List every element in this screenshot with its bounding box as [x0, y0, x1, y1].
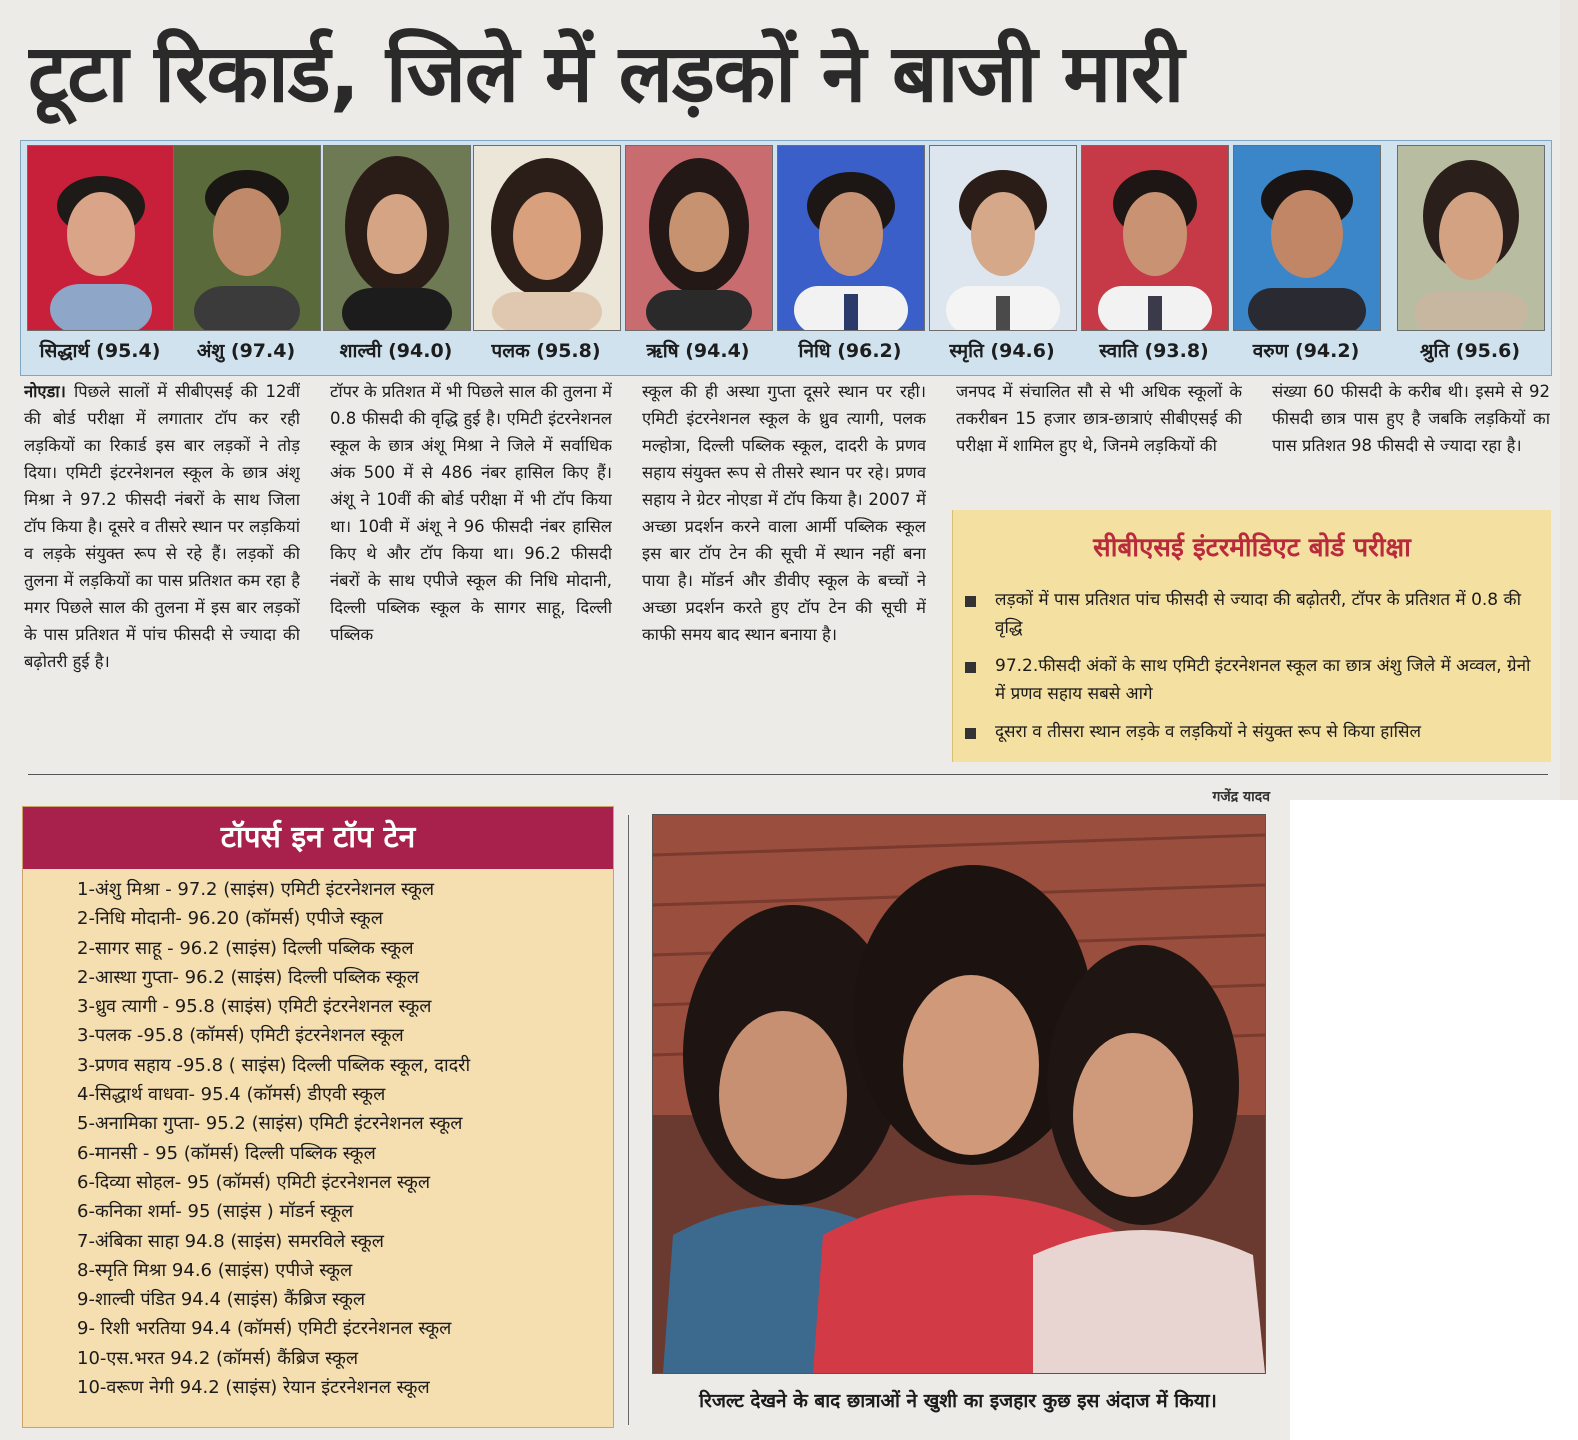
- portrait-card: [323, 145, 469, 371]
- portrait-photo: [1397, 145, 1545, 331]
- topper-row: 2-सागर साहू - 96.2 (साइंस) दिल्ली पब्लिक स्कूल: [77, 937, 414, 959]
- topper-row: 10-एस.भरत 94.2 (कॉमर्स) कैंब्रिज स्कूल: [77, 1347, 359, 1369]
- topper-row: 2-निधि मोदानी- 96.20 (कॉमर्स) एपीजे स्कूल: [77, 908, 383, 930]
- topper-row: 10-वरूण नेगी 94.2 (साइंस) रेयान इंटरनेशनल स्कूल: [77, 1377, 430, 1399]
- portrait-strip: [20, 140, 1552, 376]
- portrait-photo: [929, 145, 1077, 331]
- portrait-photo: [777, 145, 925, 331]
- highlight-text: 97.2.फीसदी अंकों के साथ एमिटी इंटरनेशनल स्कूल का छात्र अंशु जिले में अव्वल, ग्रेनो में प्रणव सहाय सबसे आगे: [995, 656, 1531, 704]
- portrait-caption: श्रुति (95.6): [1419, 340, 1521, 362]
- portrait-card: [625, 145, 771, 371]
- portrait-photo: [27, 145, 175, 331]
- topper-row: 3-प्रणव सहाय -95.8 ( साइंस) दिल्ली पब्लिक स्कूल, दादरी: [77, 1054, 471, 1076]
- topper-row: 6-मानसी - 95 (कॉमर्स) दिल्ली पब्लिक स्कूल: [77, 1142, 376, 1164]
- topper-row: 3-पलक -95.8 (कॉमर्स) एमिटी इंटरनेशनल स्कूल: [77, 1025, 404, 1047]
- portrait-caption: ऋषि (94.4): [646, 340, 750, 362]
- article-column-3: स्कूल की ही अस्था गुप्ता दूसरे स्थान पर रही। एमिटी इंटरनेशनल स्कूल के ध्रुव त्यागी, पलक मल्होत्रा, दिल्ली पब्लिक स्कूल, दादरी के प्रणव सहाय संयुक्त रूप से तीसरे स्थान पर रहे। प्रणव सहाय ने ग्रेटर नोएडा में टॉप किया है। 2007 में अच्छा प्रदर्शन करने वाला आर्मी पब्लिक स्कूल इस बार टॉप टेन की सूची में स्थान नहीं बना पाया है। मॉडर्न और डीवीए स्कूल के बच्चों ने अच्छा प्रदर्शन करते हुए टॉप टेन की सूची में काफी समय बाद स्थान बनाया है।: [642, 382, 926, 644]
- portrait-card: [929, 145, 1075, 371]
- portrait-photo: [1081, 145, 1229, 331]
- highlight-text: दूसरा व तीसरा स्थान लड़के व लड़कियों ने संयुक्त रूप से किया हासिल: [995, 722, 1422, 742]
- article-column-1: [24, 378, 300, 758]
- portrait-caption: स्मृति (94.6): [949, 340, 1055, 362]
- portrait-photo: [625, 145, 773, 331]
- toppers-title: टॉपर्स इन टॉप टेन: [23, 807, 613, 869]
- group-photo: [652, 814, 1266, 1374]
- portrait-card: [173, 145, 319, 371]
- portrait-caption: स्वाति (93.8): [1099, 340, 1209, 362]
- bullet-icon: [965, 596, 976, 607]
- dateline: नोएडा।: [24, 382, 66, 401]
- topper-row: 9-शाल्वी पंडित 94.4 (साइंस) कैंब्रिज स्कूल: [77, 1289, 366, 1311]
- topper-row: 3-ध्रुव त्यागी - 95.8 (साइंस) एमिटी इंटरनेशनल स्कूल: [77, 996, 432, 1018]
- topper-row: 7-अंबिका साहा 94.8 (साइंस) समरविले स्कूल: [77, 1230, 384, 1252]
- toppers-box: [22, 806, 614, 1428]
- topper-row: 9- रिशी भरतिया 94.4 (कॉमर्स) एमिटी इंटरनेशनल स्कूल: [77, 1318, 452, 1340]
- headline: टूटा रिकार्ड, जिले में लड़कों ने बाजी मारी: [28, 27, 1184, 120]
- topper-row: 6-कनिका शर्मा- 95 (साइंस ) मॉडर्न स्कूल: [77, 1201, 354, 1223]
- article-column-2: टॉपर के प्रतिशत में भी पिछले साल की तुलना में 0.8 फीसदी की वृद्धि हुई है। एमिटी इंटरनेशनल स्कूल के छात्र अंशू मिश्रा ने जिले में सर्वाधिक अंक 500 में से 486 नंबर हासिल किए हैं। अंशू ने 10वीं की बोर्ड परीक्षा में भी टॉप किया था। 10वी में अंशू ने 96 फीसदी नंबर हासिल किए थे और टॉप किया था। 96.2 फीसदी नंबरों के साथ एपीजे स्कूल की निधि मोदानी, दिल्ली पब्लिक स्कूल के सागर साहू, दिल्ली पब्लिक: [330, 382, 612, 644]
- column-divider: [628, 815, 629, 1425]
- portrait-card: [1081, 145, 1227, 371]
- photo-credit: गजेंद्र यादव: [1212, 789, 1270, 805]
- portrait-photo: [173, 145, 321, 331]
- portrait-card: [777, 145, 923, 371]
- portrait-card: [1397, 145, 1543, 371]
- topper-row: 8-स्मृति मिश्रा 94.6 (साइंस) एपीजे स्कूल: [77, 1259, 353, 1281]
- portrait-caption: अंशु (97.4): [196, 340, 296, 362]
- article-column-5: संख्या 60 फीसदी के करीब थी। इसमे से 92 फीसदी छात्र पास हुए है जबकि लड़कियों का पास प्रतिशत 98 फीसदी से ज्यादा रहा है।: [1272, 382, 1550, 455]
- topper-row: 6-दिव्या सोहल- 95 (कॉमर्स) एमिटी इंटरनेशनल स्कूल: [77, 1171, 431, 1193]
- topper-row: 2-आस्था गुप्ता- 96.2 (साइंस) दिल्ली पब्लिक स्कूल: [77, 966, 419, 988]
- bullet-icon: [965, 662, 976, 673]
- topper-row: 5-अनामिका गुप्ता- 95.2 (साइंस) एमिटी इंटरनेशनल स्कूल: [77, 1113, 463, 1135]
- highlights-title: सीबीएसई इंटरमीडिएट बोर्ड परीक्षा: [1093, 533, 1411, 563]
- article-text: पिछले सालों में सीबीएसई की 12वीं की बोर्ड परीक्षा में लगातार टॉप कर रही लड़कियों का रिकार्ड इस बार लड़कों ने तोड़ दिया। एमिटी इंटरनेशनल स्कूल के छात्र अंशू मिश्रा ने 97.2 फीसदी नंबरों के साथ जिला टॉप किया है। दूसरे व तीसरे स्थान पर लड़कियां व लड़के संयुक्त रूप से रहे हैं। लड़कों की तुलना में लड़कियों का पास प्रतिशत कम रहा है मगर पिछले साल की तुलना में इस बार लड़कों के पास प्रतिशत में पांच फीसदी से ज्यादा की बढ़ोतरी हुई है।: [24, 382, 300, 671]
- portrait-photo: [473, 145, 621, 331]
- bullet-icon: [965, 728, 976, 739]
- portrait-caption: शाल्वी (94.0): [339, 340, 453, 362]
- portrait-caption: पलक (95.8): [491, 340, 601, 362]
- blank-area: [1290, 800, 1578, 1440]
- topper-row: 1-अंशु मिश्रा - 97.2 (साइंस) एमिटी इंटरनेशनल स्कूल: [77, 879, 435, 900]
- portrait-caption: सिद्धार्थ (95.4): [39, 340, 161, 362]
- highlights-box: [952, 510, 1551, 762]
- section-divider: [28, 774, 1548, 775]
- portrait-photo: [323, 145, 471, 331]
- portrait-card: [27, 145, 173, 371]
- portrait-photo: [1233, 145, 1381, 331]
- highlight-text: लड़कों में पास प्रतिशत पांच फीसदी से ज्यादा की बढ़ोतरी, टॉपर के प्रतिशत में 0.8 की वृद्धि: [995, 590, 1521, 638]
- topper-row: 4-सिद्धार्थ वाधवा- 95.4 (कॉमर्स) डीएवी स्कूल: [77, 1084, 386, 1106]
- article-column-4: जनपद में संचालित सौ से भी अधिक स्कूलों के तकरीबन 15 हजार छात्र-छात्राएं सीबीएसई की परीक्षा में शामिल हुए थे, जिनमे लड़कियों की: [956, 382, 1242, 455]
- portrait-caption: वरुण (94.2): [1252, 340, 1360, 362]
- portrait-caption: निधि (96.2): [798, 340, 902, 362]
- portrait-card: [1233, 145, 1379, 371]
- toppers-list: [77, 875, 607, 1402]
- group-photo-caption: रिजल्ट देखने के बाद छात्राओं ने खुशी का इजहार कुछ इस अंदाज में किया।: [699, 1390, 1217, 1412]
- portrait-card: [473, 145, 619, 371]
